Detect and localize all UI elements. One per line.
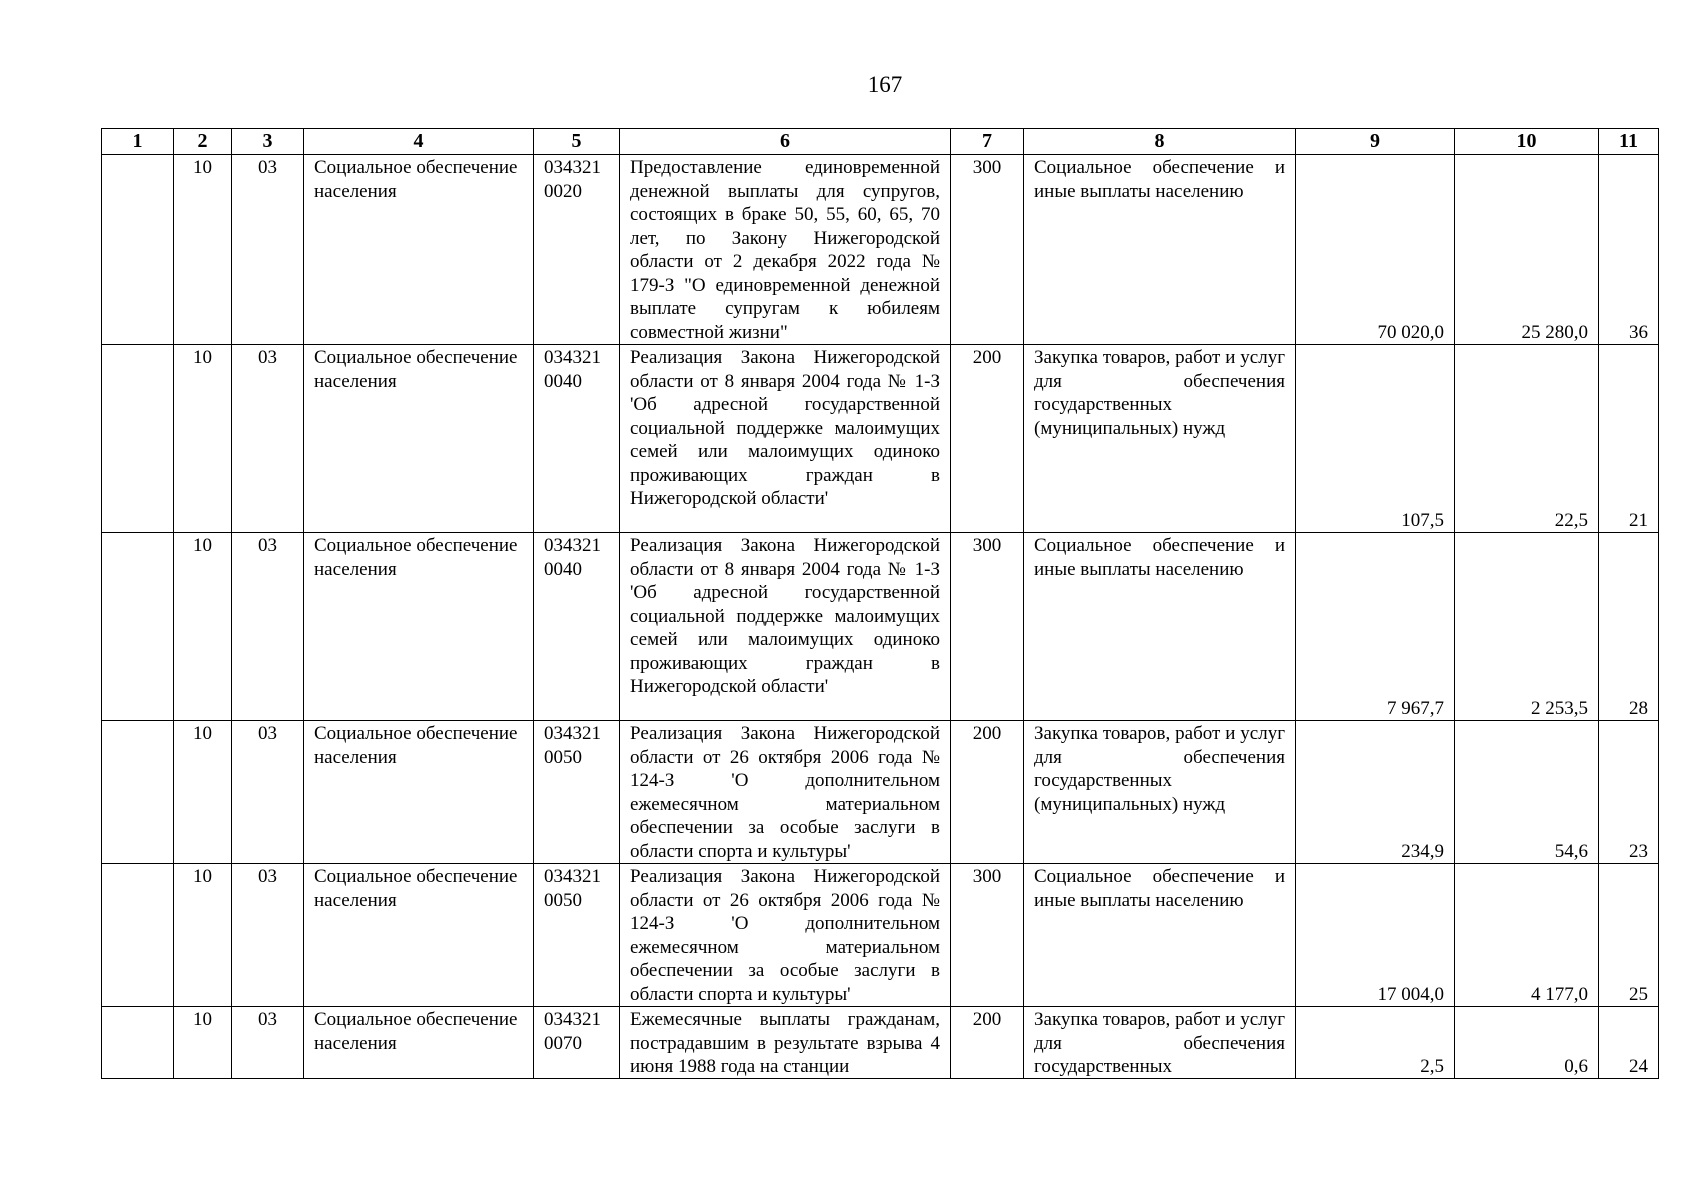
cell-expense-type: 300 (951, 864, 1024, 1007)
cell-percent: 25 (1599, 864, 1659, 1007)
cell-expense-name (1024, 1007, 1296, 1079)
cell-expense-type: 300 (951, 155, 1024, 345)
cell-amount-10: 25 280,0 (1455, 155, 1599, 345)
cell-amount-10: 54,6 (1455, 721, 1599, 864)
column-header-9: 9 (1296, 129, 1455, 155)
cell-section-name: Социальное обеспечение населения (304, 721, 534, 864)
cell-description: Реализация Закона Нижегородской области от 8 января 2004 года № 1-З 'Об адресной государственной социальной поддержке малоимущих семей или малоимущих одиноко проживающих граждан в Нижегородской области' (620, 533, 951, 721)
cell-subsection: 03 (232, 721, 304, 864)
cell-target-code: 034321 0040 (534, 345, 620, 533)
cell-percent: 21 (1599, 345, 1659, 533)
cell-amount-9: 70 020,0 (1296, 155, 1455, 345)
description-text: Ежемесячные выплаты гражданам, пострадавшим в результате взрыва 4 июня 1988 года на станции (630, 1009, 940, 1077)
cell-percent: 36 (1599, 155, 1659, 345)
cell-amount-10: 4 177,0 (1455, 864, 1599, 1007)
budget-table (101, 128, 1659, 1079)
column-header-1: 1 (102, 129, 174, 155)
cell-expense-name: Социальное обеспечение и иные выплаты населению (1024, 155, 1296, 345)
cell-description: Реализация Закона Нижегородской области от 8 января 2004 года № 1-З 'Об адресной государственной социальной поддержке малоимущих семей или малоимущих одиноко проживающих граждан в Нижегородской области' (620, 345, 951, 533)
cell-subsection: 03 (232, 345, 304, 533)
cell-expense-type: 200 (951, 721, 1024, 864)
cell-target-code: 034321 0050 (534, 721, 620, 864)
header-row (102, 129, 1659, 155)
cell-percent: 28 (1599, 533, 1659, 721)
cell-subsection: 03 (232, 155, 304, 345)
table-row (102, 533, 1659, 721)
column-header-4: 4 (304, 129, 534, 155)
cell-expense-type: 200 (951, 1007, 1024, 1079)
cell-description: Предоставление единовременной денежной выплаты для супругов, состоящих в браке 50, 55, 60, 65, 70 лет, по Закону Нижегородской области от 2 декабря 2022 года № 179-З "О единовременной денежной выплате супругам к юбилеям совместной жизни" (620, 155, 951, 345)
page-number: 167 (867, 72, 903, 97)
cell-subsection: 03 (232, 533, 304, 721)
cell-section-name: Социальное обеспечение населения (304, 345, 534, 533)
column-header-11: 11 (1599, 129, 1659, 155)
cell-target-code: 034321 0050 (534, 864, 620, 1007)
cell-target-code: 034321 0020 (534, 155, 620, 345)
cell-col1 (102, 345, 174, 533)
cell-amount-9: 7 967,7 (1296, 533, 1455, 721)
cell-expense-type: 200 (951, 345, 1024, 533)
cell-section-name: Социальное обеспечение населения (304, 864, 534, 1007)
column-header-8: 8 (1024, 129, 1296, 155)
cell-section-name: Социальное обеспечение населения (304, 1007, 534, 1079)
column-header-7: 7 (951, 129, 1024, 155)
cell-target-code: 034321 0070 (534, 1007, 620, 1079)
cell-target-code: 034321 0040 (534, 533, 620, 721)
cell-section-name: Социальное обеспечение населения (304, 533, 534, 721)
cell-section: 10 (174, 533, 232, 721)
cell-amount-10: 22,5 (1455, 345, 1599, 533)
cell-subsection: 03 (232, 1007, 304, 1079)
cell-amount-9: 2,5 (1296, 1007, 1455, 1079)
table-row (102, 1007, 1659, 1079)
cell-percent: 24 (1599, 1007, 1659, 1079)
column-header-10: 10 (1455, 129, 1599, 155)
cell-expense-name: Закупка товаров, работ и услуг для обеспечения государственных (муниципальных) нужд (1024, 721, 1296, 864)
cell-section-name: Социальное обеспечение населения (304, 155, 534, 345)
cell-subsection: 03 (232, 864, 304, 1007)
cell-expense-name: Социальное обеспечение и иные выплаты населению (1024, 864, 1296, 1007)
cell-description: Реализация Закона Нижегородской области от 26 октября 2006 года № 124-З 'О дополнительном ежемесячном материальном обеспечении за особые заслуги в области спорта и культуры' (620, 721, 951, 864)
cell-amount-9: 107,5 (1296, 345, 1455, 533)
cell-amount-10: 2 253,5 (1455, 533, 1599, 721)
cell-col1 (102, 864, 174, 1007)
cell-percent: 23 (1599, 721, 1659, 864)
cell-expense-type: 300 (951, 533, 1024, 721)
cell-section: 10 (174, 1007, 232, 1079)
cell-amount-9: 234,9 (1296, 721, 1455, 864)
cell-description (620, 1007, 951, 1079)
cell-col1 (102, 1007, 174, 1079)
table-row (102, 721, 1659, 864)
table-row (102, 345, 1659, 533)
cell-expense-name: Закупка товаров, работ и услуг для обеспечения государственных (муниципальных) нужд (1024, 345, 1296, 533)
cell-col1 (102, 155, 174, 345)
column-header-3: 3 (232, 129, 304, 155)
cell-col1 (102, 533, 174, 721)
cell-section: 10 (174, 721, 232, 864)
column-header-6: 6 (620, 129, 951, 155)
cell-amount-9: 17 004,0 (1296, 864, 1455, 1007)
expense-name-text: Закупка товаров, работ и услуг для обеспечения государственных (1034, 1009, 1285, 1077)
table-row (102, 864, 1659, 1007)
cell-section: 10 (174, 155, 232, 345)
cell-section: 10 (174, 864, 232, 1007)
column-header-2: 2 (174, 129, 232, 155)
column-header-5: 5 (534, 129, 620, 155)
cell-expense-name: Социальное обеспечение и иные выплаты населению (1024, 533, 1296, 721)
cell-description: Реализация Закона Нижегородской области от 26 октября 2006 года № 124-З 'О дополнительном ежемесячном материальном обеспечении за особые заслуги в области спорта и культуры' (620, 864, 951, 1007)
cell-col1 (102, 721, 174, 864)
cell-section: 10 (174, 345, 232, 533)
table-row (102, 155, 1659, 345)
cell-amount-10: 0,6 (1455, 1007, 1599, 1079)
